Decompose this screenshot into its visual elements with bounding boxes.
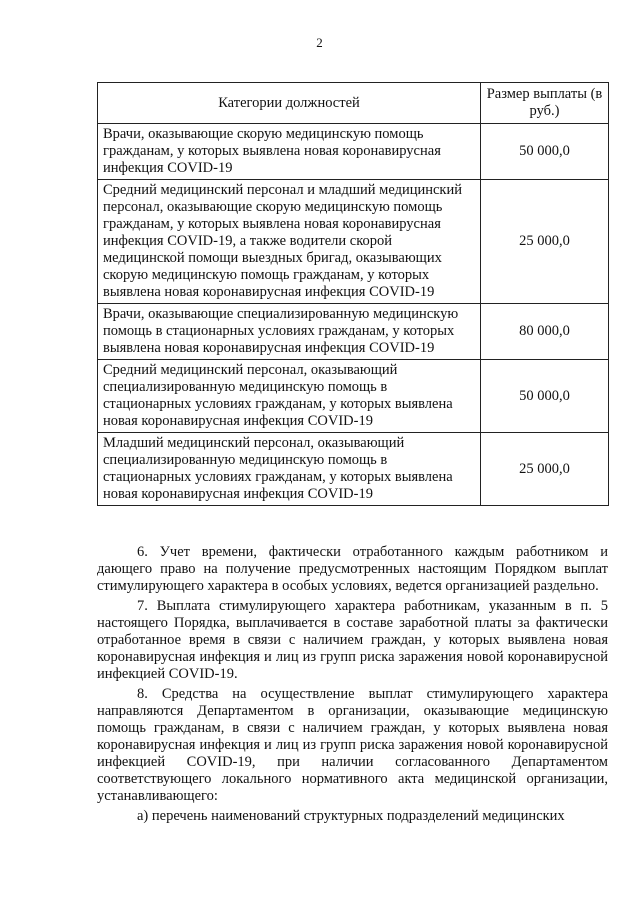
body-text: [97, 544, 608, 828]
table-row: [98, 180, 609, 304]
payments-table: [97, 82, 609, 506]
amount-cell: 25 000,0: [481, 433, 609, 506]
category-cell: Средний медицинский персонал, оказывающий специализированную медицинскую помощь в стационарных условиях гражданам, у которых выявлена новая коронавирусная инфекция COVID-19: [98, 360, 481, 433]
table-row: [98, 433, 609, 506]
amount-cell: 50 000,0: [481, 360, 609, 433]
table-row: [98, 360, 609, 433]
amount-cell: 25 000,0: [481, 180, 609, 304]
page-number: 2: [316, 35, 323, 50]
paragraph-8: 8. Средства на осуществление выплат стимулирующего характера направляются Департаментом в организации, оказывающие медицинскую помощь гражданам, в связи с наличием граждан, у которых выявлена новая коронавирусная инфекция и лиц из групп риска заражения новой коронавирусной инфекцией COVID-19, при наличии согласованного Департаментом соответствующего локального нормативного акта медицинской организации, устанавливающего:: [97, 686, 608, 804]
amount-cell: 80 000,0: [481, 304, 609, 360]
header-category: Категории должностей: [98, 83, 481, 124]
paragraph-7: 7. Выплата стимулирующего характера работникам, указанным в п. 5 настоящего Порядка, выплачивается в составе заработной платы за фактически отработанное время в связи с наличием граждан, у которых выявлена новая коронавирусная инфекция и лиц из групп риска заражения новой коронавирусной инфекцией COVID-19.: [97, 598, 608, 682]
category-cell: Врачи, оказывающие скорую медицинскую помощь гражданам, у которых выявлена новая коронавирусная инфекция COVID-19: [98, 124, 481, 180]
paragraph-6: 6. Учет времени, фактически отработанного каждым работником и дающего право на получение предусмотренных настоящим Порядком выплат стимулирующего характера в особых условиях, ведется организацией раздельно.: [97, 544, 608, 594]
category-cell: Врачи, оказывающие специализированную медицинскую помощь в стационарных условиях гражданам, у которых выявлена новая коронавирусная инфекция COVID-19: [98, 304, 481, 360]
category-cell: Младший медицинский персонал, оказывающий специализированную медицинскую помощь в стационарных условиях гражданам, у которых выявлена новая коронавирусная инфекция COVID-19: [98, 433, 481, 506]
table-header-row: [98, 83, 609, 124]
category-cell: Средний медицинский персонал и младший медицинский персонал, оказывающие скорую медицинскую помощь гражданам, у которых выявлена новая коронавирусная инфекция COVID-19, а также водители скорой медицинской помощи выездных бригад, оказывающих скорую медицинскую помощь гражданам, у которых выявлена новая коронавирусная инфекция COVID-19: [98, 180, 481, 304]
table-row: [98, 304, 609, 360]
header-amount: Размер выплаты (в руб.): [481, 83, 609, 124]
table-row: [98, 124, 609, 180]
amount-cell: 50 000,0: [481, 124, 609, 180]
paragraph-8a: а) перечень наименований структурных подразделений медицинских: [137, 808, 565, 824]
